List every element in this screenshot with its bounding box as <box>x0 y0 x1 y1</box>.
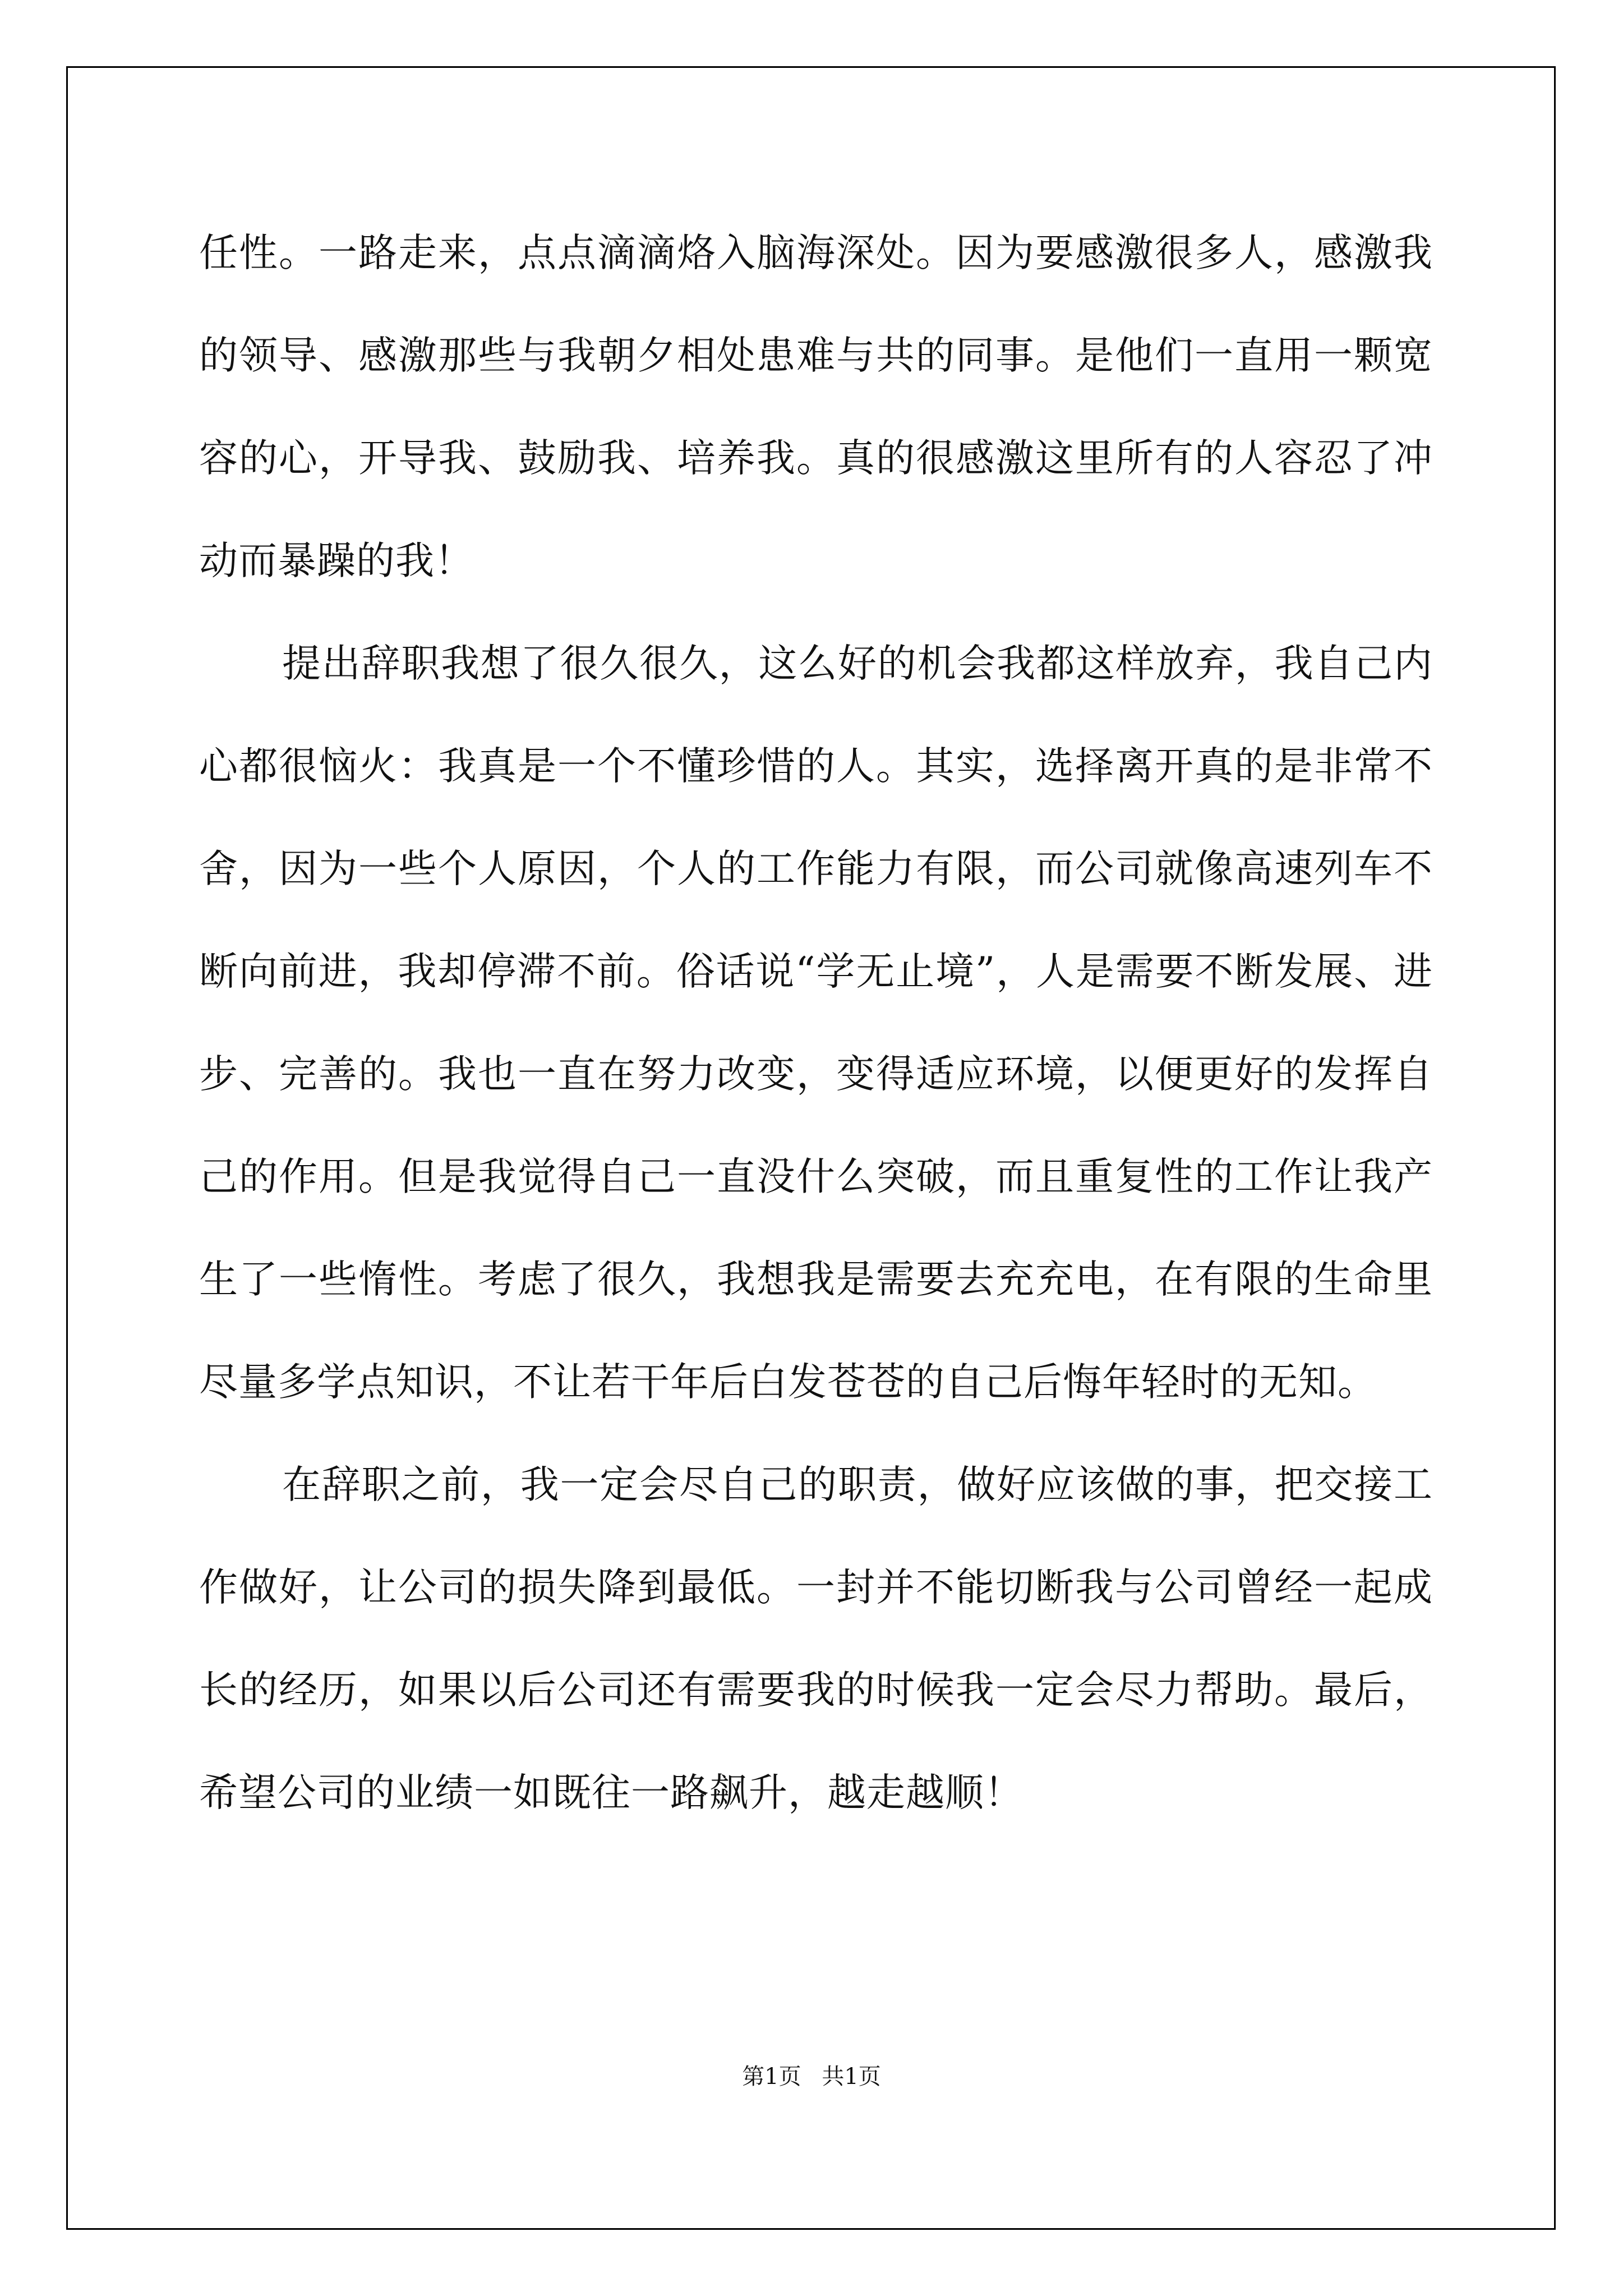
paragraph-2: 提出辞职我想了很久很久，这么好的机会我都这样放弃，我自己内心都很恼火：我真是一个不懂珍惜的人。其实，选择离开真的是非常不舍，因为一些个人原因，个人的工作能力有限，而公司就像高速列车不断向前进，我却停滞不前。俗话说“学无止境”，人是需要不断发展、进步、完善的。我也一直在努力改变，变得适应环境，以便更好的发挥自己的作用。但是我觉得自己一直没什么突破，而且重复性的工作让我产生了一些惰性。考虑了很久，我想我是需要去充充电，在有限的生命里尽量多学点知识，不让若干年后白发苍苍的自己后悔年轻时的无知。 <box>199 641 1433 1405</box>
page-footer <box>0 2059 1623 2091</box>
paragraph-3: 在辞职之前，我一定会尽自己的职责，做好应该做的事，把交接工作做好，让公司的损失降到最低。一封并不能切断我与公司曾经一起成长的经历，如果以后公司还有需要我的时候我一定会尽力帮助。最后，希望公司的业绩一如既往一路飙升，越走越顺！ <box>199 1462 1433 1815</box>
paragraph-1: 任性。一路走来，点点滴滴烙入脑海深处。因为要感激很多人，感激我的领导、感激那些与我朝夕相处患难与共的同事。是他们一直用一颗宽容的心，开导我、鼓励我、培养我。真的很感激这里所有的人容忍了冲动而暴躁的我！ <box>199 231 1433 583</box>
page-number: 第1页 <box>742 2064 801 2090</box>
page-total: 共1页 <box>822 2064 881 2090</box>
document-body <box>199 202 1433 1844</box>
